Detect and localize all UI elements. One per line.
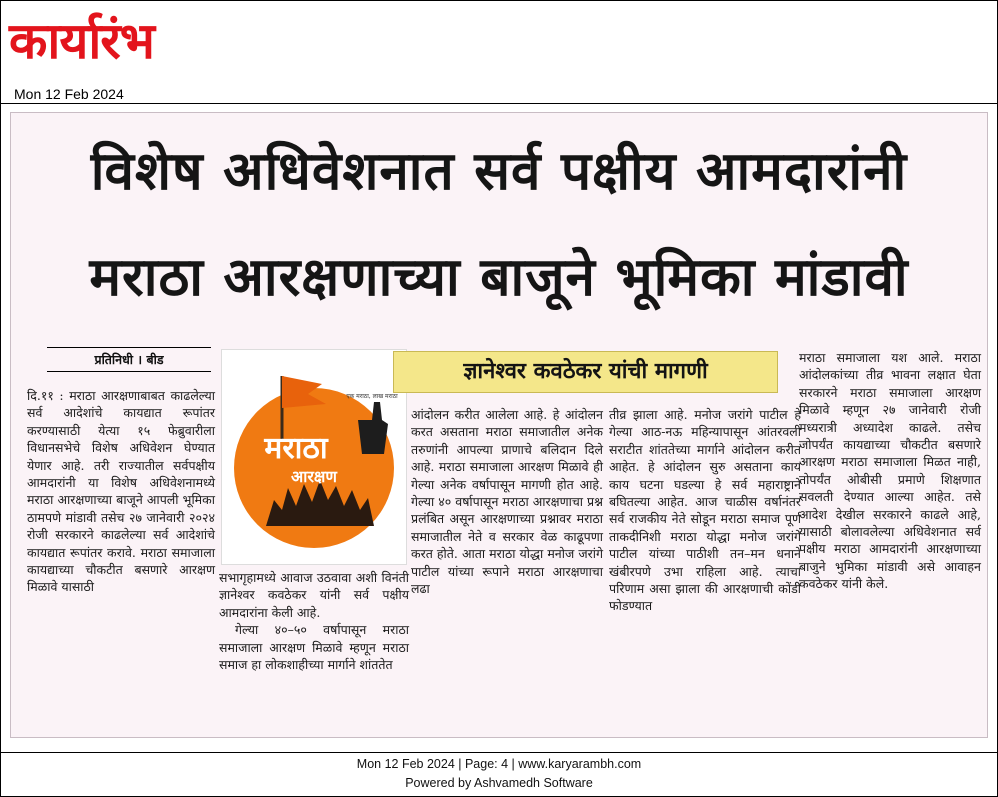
slogan-small: एक मराठा, लाख मराठा [346,393,398,400]
column-1-text: दि.११ : मराठा आरक्षणाबाबत काढलेल्या सर्व आदेशांचे कायद्यात रूपांतर करण्यासाठी येत्या १५ फेब्रुवारीला विधानसभेचे विशेष अधिवेशन घेण्यात येणार आहे. तरी राज्यातील सर्वपक्षीय आमदारांनी या विशेष अधिवेशनामध्ये मराठा आरक्षणाच्या बाजूने आपली भूमिका ठामपणे मांडावी तसेच २७ जानेवारी २०२४ रोजी सरकारने काढलेल्या सर्व आदेशांचे कायद्यात रूपांतर करावे. मराठा समाजाला कायद्याच्या चौकटीत बसणारे आरक्षण मिळावे यासाठी [27,388,215,595]
column-5-text: मराठा समाजाला यश आले. मराठा आंदोलकांच्या तीव्र भावना लक्षात घेता सरकारने मराठा समाजाला आरक्षण मिळावे म्हणून २७ जानेवारी रोजी मध्यरात्री अध्यादेश काढले. तसेच जोपर्यंत कायद्याच्या चौकटीत बसणारे आरक्षण मराठा समाजाला मिळत नाही, तोपर्यंत ओबीसी प्रमाणे शिक्षणात सवलती देण्यात आल्या आहेत. तसे आदेश देखील सरकारने काढले आहे, यासाठी बोलावलेल्या अधिवेशनात सर्व पक्षीय मराठा आमदारांनी आरक्षणाच्या बाजुने भुमिका मांडावी असे आवाहन कवठेकर यांनी केले. [799,350,981,592]
column-2-text: सभागृहामध्ये आवाज उठवावा अशी विनंती ज्ञानेश्वर कवठेकर यांनी सर्व पक्षीय आमदारांना केली आहे. [219,570,409,620]
maratha-aarakshan-image [221,349,407,565]
edition-date: Mon 12 Feb 2024 [14,86,124,102]
maratha-aarakshan-graphic [222,350,406,564]
headline-line-2: मराठा आरक्षणाच्या बाजूने भूमिका मांडावी [89,247,909,308]
page-footer [1,752,997,797]
column-4-text: तीव्र झाला आहे. मनोज जरांगे पाटील हे गेल्या आठ-नऊ महिन्यापासून आंतरवली सराटीत शांततेच्या मार्गाने आंदोलन करीत आहेत. हे आंदोलन सुरु असताना काय काय घटना घडल्या हे सर्व महाराष्ट्राने बघितल्या आहेत. आज चाळीस वर्षानंतर सर्व राजकीय नेते सोडून मराठा समाज पूर्ण ताकदीनिशी मराठा योद्धा मनोज जरांगे पाटील यांच्या पाठीशी तन–मन धनाने खंबीरपणे उभा राहिला आहे. त्याचा परिणाम असा झाला की आरक्षणाची कोंडी फोडण्यात [609,407,801,614]
headline-line-1: विशेष अधिवेशनात सर्व पक्षीय आमदारांनी [90,141,908,202]
column-2-text-p2: गेल्या ४०–५० वर्षापासून मराठा समाजाला आरक्षण मिळावे म्हणून मराठा समाज हा लोकशाहीच्या मार्गाने शांततेत [219,622,409,673]
footer-page-info[interactable]: Mon 12 Feb 2024 | Page: 4 | www.karyarambh.com [356,757,642,771]
article-column-3 [411,406,603,597]
masthead [1,1,997,104]
newspaper-logo[interactable]: कार्यारंभ [9,12,154,70]
article-column-1 [27,387,215,596]
byline: प्रतिनिधी । बीड [47,347,211,372]
subheadline: ज्ञानेश्वर कवठेकर यांची मागणी [393,351,778,393]
photo-title: मराठा [264,431,328,466]
photo-subtitle: आरक्षण [291,467,337,486]
article-column-2 [219,569,409,673]
news-clipping [10,112,988,738]
article-column-5 [799,349,981,593]
article-column-4 [609,406,801,615]
column-3-text: आंदोलन करीत आलेला आहे. हे आंदोलन करत असताना मराठा समाजातील अनेक तरुणांनी आपल्या प्राणाचे बलिदान दिले आहे. मराठा समाजाला आरक्षण मिळावे ही गेल्या अनेक वर्षापासून मागणी होत आहे. गेल्या ४० वर्षापासून मराठा आरक्षणाचा प्रश्न प्रलंबित असून आरक्षणाच्या प्रश्नावर मराठा समाजातील नेते व सरकार वेळ काढूपणा करत होते. आता मराठा योद्धा मनोज जरांगे पाटील यांच्या रूपाने मराठा आरक्षणाचा लढा [411,407,603,597]
footer-powered-by: Powered by Ashvamedh Software [405,776,593,790]
